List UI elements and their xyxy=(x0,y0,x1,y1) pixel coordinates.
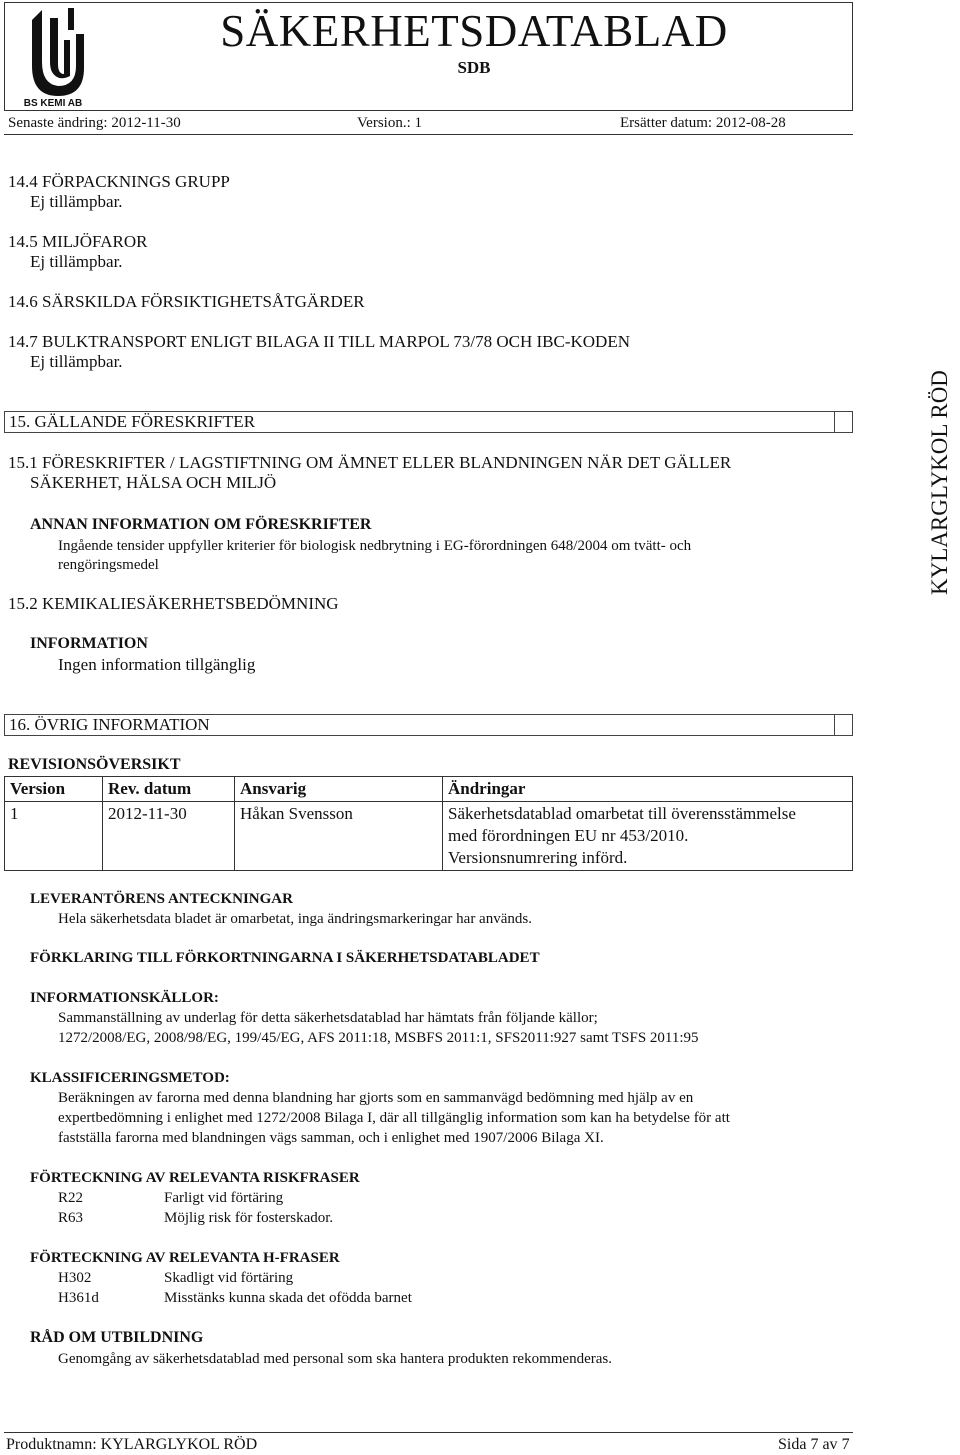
version-info xyxy=(357,113,422,133)
information-heading: INFORMATION xyxy=(30,635,148,652)
s15-1-heading-line2: SÄKERHET, HÄLSA OCH MILJÖ xyxy=(30,473,277,492)
document-title: SÄKERHETSDATABLAD xyxy=(220,6,728,56)
cell-date: 2012-11-30 xyxy=(103,802,235,871)
footer-of-label: av xyxy=(822,1436,838,1453)
last-change xyxy=(8,113,181,133)
s15-1-heading-line1: 15.1 FÖRESKRIFTER / LAGSTIFTNING OM ÄMNET ELLER BLANDNINGEN NÄR DET GÄLLER xyxy=(8,453,732,472)
col-version: Version xyxy=(5,777,103,802)
replaces-value: 2012-08-28 xyxy=(715,115,786,131)
footer-page-total: 7 xyxy=(841,1436,850,1453)
footer-product-label: Produktnamn: xyxy=(6,1436,97,1453)
change-line2: med förordningen EU nr 453/2010. xyxy=(448,826,689,845)
supplier-notes-text: Hela säkerhetsdata bladet är omarbetat, inga ändringsmarkeringar har används. xyxy=(58,911,532,927)
cell-changes xyxy=(443,802,853,871)
risk-phrases-heading: FÖRTECKNING AV RELEVANTA RISKFRASER xyxy=(30,1170,360,1186)
s14-6-heading: 14.6 SÄRSKILDA FÖRSIKTIGHETSÅTGÄRDER xyxy=(8,292,365,311)
revision-table-header xyxy=(5,777,853,802)
other-info-line1: Ingående tensider uppfyller kriterier för biologisk nedbrytning i EG-förordningen 648/2004 om tvätt- och xyxy=(58,538,692,554)
cell-version: 1 xyxy=(5,802,103,871)
training-text: Genomgång av säkerhetsdatablad med personal som ska hantera produkten rekommenderas. xyxy=(58,1351,612,1367)
s14-5-text: Ej tillämpbar. xyxy=(30,252,123,271)
h-phrase-text: Skadligt vid förtäring xyxy=(164,1270,294,1286)
method-line2: expertbedömning i enlighet med 1272/2008 Bilaga I, där all tillgänglig information som kan ha betydelse för att xyxy=(58,1110,730,1126)
footer-product-value: KYLARGLYKOL RÖD xyxy=(100,1436,258,1453)
cell-responsible: Håkan Svensson xyxy=(235,802,443,871)
s14-5-heading: 14.5 MILJÖFAROR xyxy=(8,232,148,251)
s14-7-text: Ej tillämpbar. xyxy=(30,352,123,371)
sources-line1: Sammanställning av underlag för detta säkerhetsdatablad har hämtats från följande källor; xyxy=(58,1010,598,1026)
revision-overview-heading: REVISIONSÖVERSIKT xyxy=(8,756,181,773)
h-phrase-code: H361d xyxy=(58,1290,99,1306)
version-label: Version.: xyxy=(357,115,411,131)
s14-4-heading: 14.4 FÖRPACKNINGS GRUPP xyxy=(8,172,230,191)
section-15-checkbox xyxy=(834,411,852,433)
company-logo xyxy=(14,4,92,108)
col-rev-date: Rev. datum xyxy=(103,777,235,802)
document-subtitle: SDB xyxy=(457,58,491,77)
method-line1: Beräkningen av farorna med denna blandning har gjorts som en sammanvägd bedömning med hjälp av en xyxy=(58,1090,694,1106)
logo-text: BS KEMI AB xyxy=(23,98,83,108)
footer-product xyxy=(6,1435,257,1455)
h-phrases-heading: FÖRTECKNING AV RELEVANTA H-FRASER xyxy=(30,1250,340,1266)
section-15-title: 15. GÄLLANDE FÖRESKRIFTER xyxy=(9,412,256,431)
footer-page-value: 7 xyxy=(810,1436,819,1453)
col-changes: Ändringar xyxy=(443,777,853,802)
s15-2-heading: 15.2 KEMIKALIESÄKERHETSBEDÖMNING xyxy=(8,594,339,613)
change-line1: Säkerhetsdatablad omarbetat till överensstämmelse xyxy=(448,804,796,823)
footer-divider xyxy=(4,1432,853,1433)
footer-page xyxy=(778,1435,850,1455)
other-info-line2: rengöringsmedel xyxy=(58,557,159,573)
s14-4-text: Ej tillämpbar. xyxy=(30,192,123,211)
other-info-heading: ANNAN INFORMATION OM FÖRESKRIFTER xyxy=(30,516,372,533)
section-16-checkbox xyxy=(834,714,852,736)
abbreviations-heading: FÖRKLARING TILL FÖRKORTNINGARNA I SÄKERHETSDATABLADET xyxy=(30,950,540,966)
footer-page-label: Sida xyxy=(778,1436,807,1453)
training-heading: RÅD OM UTBILDNING xyxy=(30,1329,204,1346)
replaces-label: Ersätter datum: xyxy=(620,115,713,131)
col-responsible: Ansvarig xyxy=(235,777,443,802)
sources-heading: INFORMATIONSKÄLLOR: xyxy=(30,990,219,1006)
version-value: 1 xyxy=(414,115,422,131)
risk-phrase-code: R22 xyxy=(58,1190,84,1206)
section-16-header xyxy=(4,714,853,736)
side-product-text: KYLARGLYKOL RÖD xyxy=(927,370,952,595)
h-phrase-text: Misstänks kunna skada det ofödda barnet xyxy=(164,1290,412,1306)
sources-line2: 1272/2008/EG, 2008/98/EG, 199/45/EG, AFS 2011:18, MSBFS 2011:1, SFS2011:927 samt TSFS 2011:95 xyxy=(58,1030,699,1046)
supplier-notes-heading: LEVERANTÖRENS ANTECKNINGAR xyxy=(30,891,293,907)
risk-phrase-code: R63 xyxy=(58,1210,84,1226)
section-15-header xyxy=(4,411,853,433)
h-phrase-code: H302 xyxy=(58,1270,92,1286)
risk-phrase-text: Möjlig risk för fosterskador. xyxy=(164,1210,334,1226)
change-line3: Versionsnumrering införd. xyxy=(448,848,628,867)
information-text: Ingen information tillgänglig xyxy=(58,655,256,674)
side-product-label xyxy=(927,370,960,600)
last-change-value: 2012-11-30 xyxy=(111,115,181,131)
revision-table xyxy=(4,776,853,871)
risk-phrase-text: Farligt vid förtäring xyxy=(164,1190,284,1206)
method-heading: KLASSIFICERINGSMETOD: xyxy=(30,1070,230,1086)
last-change-label: Senaste ändring: xyxy=(8,115,108,131)
method-line3: fastställa farorna med blandningen vägs samman, och i enlighet med 1907/2006 Bilaga XI. xyxy=(58,1130,604,1146)
s14-7-heading: 14.7 BULKTRANSPORT ENLIGT BILAGA II TILL MARPOL 73/78 OCH IBC-KODEN xyxy=(8,332,630,351)
table-row xyxy=(5,802,853,871)
replaces-date xyxy=(620,113,786,133)
header-divider xyxy=(4,134,853,135)
section-16-title: 16. ÖVRIG INFORMATION xyxy=(9,715,210,734)
